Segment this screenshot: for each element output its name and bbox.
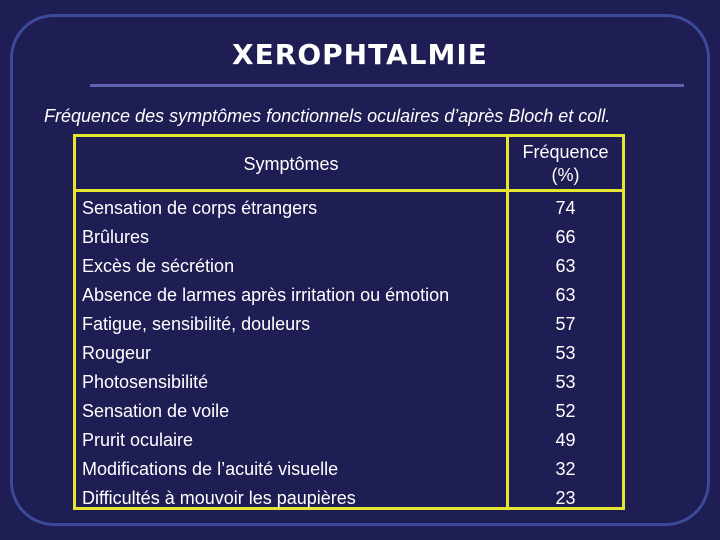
- symptom-cell: Modifications de l’acuité visuelle: [82, 459, 339, 479]
- column-header-frequency-line1: Fréquence: [522, 142, 609, 162]
- column-header-frequency: [509, 141, 622, 187]
- table-body: [76, 194, 622, 513]
- symptoms-table: [73, 134, 625, 510]
- symptom-cell: Brûlures: [82, 227, 150, 247]
- symptom-cell: Difficultés à mouvoir les paupières: [82, 488, 356, 508]
- frequency-cell: 23: [555, 488, 576, 508]
- table-row: [76, 426, 622, 455]
- table-row: [76, 281, 622, 310]
- slide-subtitle: Fréquence des symptômes fonctionnels oculaires d’après Bloch et coll.: [44, 106, 611, 126]
- frequency-cell: 57: [555, 314, 576, 334]
- table-row: [76, 484, 622, 513]
- table-row: [76, 455, 622, 484]
- frequency-cell: 63: [555, 256, 576, 276]
- symptom-cell: Sensation de corps étrangers: [82, 198, 318, 218]
- table-row: [76, 310, 622, 339]
- table-row: [76, 194, 622, 223]
- table-row: [76, 368, 622, 397]
- column-header-symptoms: Symptômes: [243, 154, 339, 174]
- frequency-cell: 49: [555, 430, 576, 450]
- frequency-cell: 66: [555, 227, 576, 247]
- slide-title: XEROPHTALMIE: [232, 38, 488, 71]
- frequency-cell: 74: [555, 198, 576, 218]
- table-row: [76, 339, 622, 368]
- title-underline: [90, 84, 684, 87]
- table-row: [76, 397, 622, 426]
- frequency-cell: 53: [555, 343, 576, 363]
- symptom-cell: Photosensibilité: [82, 372, 209, 392]
- symptom-cell: Rougeur: [82, 343, 152, 363]
- frequency-cell: 53: [555, 372, 576, 392]
- symptom-cell: Excès de sécrétion: [82, 256, 235, 276]
- table-row: [76, 223, 622, 252]
- symptom-cell: Prurit oculaire: [82, 430, 194, 450]
- symptom-cell: Sensation de voile: [82, 401, 230, 421]
- table-row: [76, 252, 622, 281]
- header-divider: [76, 189, 622, 192]
- frequency-cell: 52: [555, 401, 576, 421]
- frequency-cell: 32: [555, 459, 576, 479]
- column-header-frequency-line2: (%): [551, 165, 580, 185]
- symptom-cell: Fatigue, sensibilité, douleurs: [82, 314, 311, 334]
- symptom-cell: Absence de larmes après irritation ou émotion: [82, 285, 450, 305]
- frequency-cell: 63: [555, 285, 576, 305]
